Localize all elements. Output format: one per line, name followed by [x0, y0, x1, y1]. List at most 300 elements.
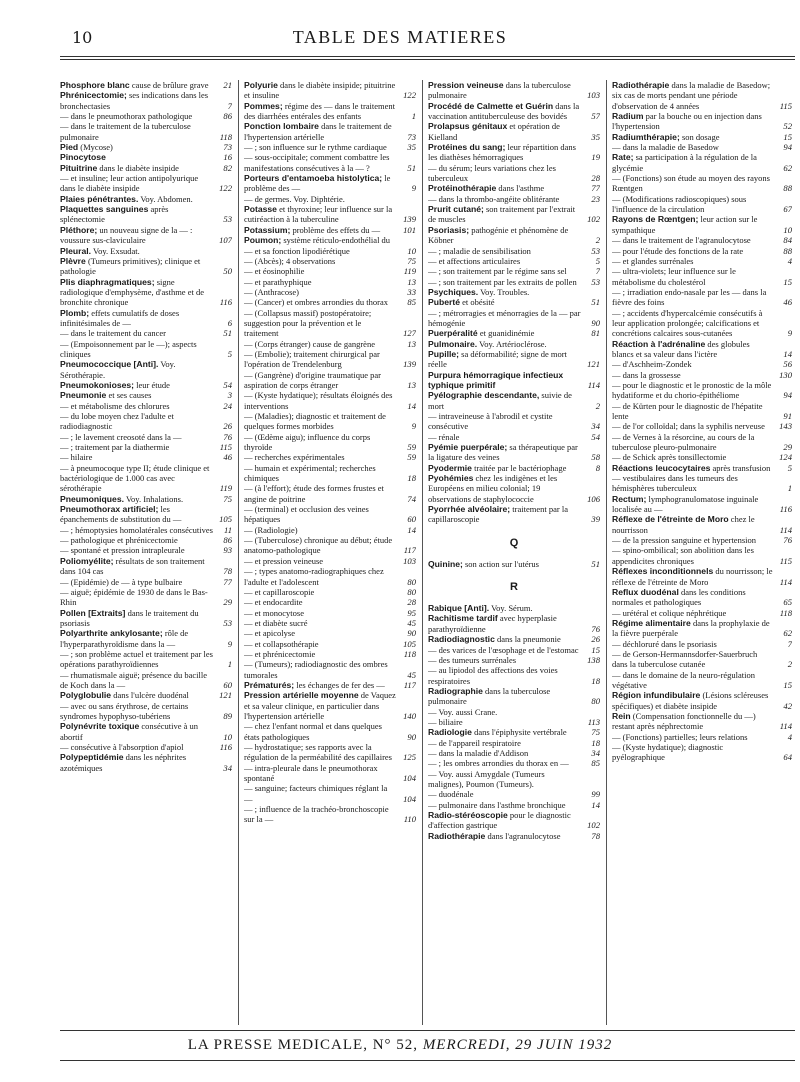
entry-term: Plomb; — [60, 307, 90, 318]
entry-description: — (Abcès); 4 observations — [244, 255, 336, 266]
entry-page-number: 15 — [783, 679, 792, 690]
entry-term: Protéines du sang; — [428, 142, 506, 153]
entry-description: — de germes. Voy. Diphtérie. — [244, 193, 345, 204]
footer-date: MERCREDI, 29 JUIN 1932 — [422, 1037, 613, 1053]
index-columns — [60, 80, 795, 1025]
entry-description: — (Corps étranger) cause de gangrène — [244, 338, 375, 349]
index-entry — [428, 194, 600, 204]
index-entry — [428, 101, 600, 122]
entry-description: — ; son problème actuel et traitement par les opérations parathyroïdiennes — [60, 648, 213, 670]
entry-page-number: 1 — [411, 111, 416, 122]
entry-term: Polypeptidémie — [60, 752, 124, 763]
index-entry — [612, 194, 792, 215]
index-entry — [244, 308, 416, 339]
entry-description: — (Fonctions) son étude au moyen des rayons Rœntgen — [612, 173, 770, 194]
index-entry — [428, 645, 600, 655]
index-entry — [244, 525, 416, 535]
index-entry — [244, 101, 416, 122]
entry-page-number: 114 — [779, 721, 792, 732]
index-entry — [428, 831, 600, 841]
index-entry — [612, 670, 792, 691]
index-entry — [612, 401, 792, 422]
header-rule-double — [60, 59, 795, 60]
entry-description: — de la pression sanguine et hypertension — [612, 535, 756, 546]
entry-description: — et endocardite — [244, 597, 303, 608]
entry-term: Pied — [60, 142, 79, 153]
entry-term: Pyélographie descendante, — [428, 390, 540, 401]
entry-page-number: 117 — [403, 545, 416, 556]
index-entry — [60, 204, 232, 225]
entry-description: — et affections articulaires — [428, 255, 521, 266]
entry-term: Pneumoniques. — [60, 493, 124, 504]
entry-page-number: 5 — [787, 462, 792, 473]
entry-description: chez le nourrisson — [612, 514, 755, 535]
index-entry — [428, 256, 600, 266]
entry-page-number: 45 — [407, 669, 416, 680]
entry-page-number: 24 — [223, 400, 232, 411]
index-entry — [612, 494, 792, 515]
entry-page-number: 99 — [591, 789, 600, 800]
page-footer — [0, 1037, 800, 1054]
entry-page-number: 104 — [403, 793, 416, 804]
entry-page-number: 59 — [407, 452, 416, 463]
entry-description: Voy. Abdomen. — [140, 193, 193, 204]
entry-page-number: 118 — [403, 648, 416, 659]
entry-page-number: 140 — [403, 710, 416, 721]
index-entry — [60, 577, 232, 587]
entry-description: — (Kyste hydatique); diagnostic pyélographique — [612, 742, 724, 763]
entry-term: Radiumthérapie; — [612, 131, 680, 142]
index-entry — [428, 717, 600, 727]
entry-description: et ses causes — [108, 390, 152, 401]
index-entry — [244, 783, 416, 804]
entry-page-number: 81 — [591, 328, 600, 339]
entry-description: chez les indigènes et les Européens en milieu colonial; 19 observations de staphylococcie — [428, 473, 558, 504]
index-entry — [612, 142, 792, 152]
entry-page-number: 121 — [587, 359, 600, 370]
index-entry — [612, 256, 792, 266]
entry-page-number: 10 — [783, 224, 792, 235]
section-letter: R — [510, 581, 518, 594]
entry-description: dans l'agranulocytose — [487, 830, 561, 841]
index-entry — [612, 608, 792, 618]
index-entry — [60, 556, 232, 577]
index-entry — [60, 152, 232, 162]
entry-term: Polynévrite toxique — [60, 721, 140, 732]
index-entry — [428, 559, 600, 569]
entry-description: cause de brûlure grave — [131, 80, 209, 90]
index-entry — [244, 432, 416, 453]
index-entry — [612, 132, 792, 142]
entry-description: — et collapsothérapie — [244, 638, 319, 649]
entry-term: Pituitrine — [60, 162, 98, 173]
entry-description: — déchloruré dans le psoriasis — [612, 638, 717, 649]
entry-description: sa participation à la régulation de la glycémie — [612, 152, 757, 173]
entry-page-number: 51 — [591, 558, 600, 569]
entry-page-number: 34 — [591, 747, 600, 758]
entry-page-number: 116 — [779, 504, 792, 515]
index-entry — [428, 225, 600, 246]
entry-page-number: 46 — [783, 297, 792, 308]
index-entry — [244, 225, 416, 235]
entry-page-number: 28 — [591, 173, 600, 184]
entry-page-number: 119 — [403, 266, 416, 277]
entry-description: — humain et expérimental; recherches chimiques — [244, 462, 376, 484]
index-entry — [612, 639, 792, 649]
entry-description: des globules blancs et sa valeur dans l'ictère — [612, 338, 750, 359]
entry-page-number: 77 — [591, 183, 600, 194]
entry-term: Rate; — [612, 152, 634, 163]
entry-page-number: 88 — [783, 183, 792, 194]
entry-page-number: 50 — [223, 266, 232, 277]
index-entry — [60, 535, 232, 545]
index-entry — [60, 649, 232, 670]
index-entry — [244, 297, 416, 307]
index-entry — [428, 277, 600, 287]
entry-description: — ; irradiation endo-nasale par les — dans la fièvre des foins — [612, 286, 767, 308]
entry-page-number: 35 — [407, 142, 416, 153]
index-entry — [428, 634, 600, 644]
index-entry — [244, 535, 416, 556]
entry-description: après splénectomie — [60, 204, 169, 225]
entry-term: Réflexe de l'étreinte de Moro — [612, 514, 729, 525]
index-entry — [244, 173, 416, 194]
index-entry — [428, 328, 600, 338]
entry-term: Pneumococcique [Anti]. — [60, 359, 159, 370]
entry-page-number: 80 — [407, 586, 416, 597]
index-entry — [612, 711, 792, 732]
entry-page-number: 127 — [403, 328, 416, 339]
entry-term: Rachitisme tardif — [428, 613, 498, 624]
index-entry — [244, 390, 416, 411]
entry-term: Radiodiagnostic — [428, 634, 495, 645]
footer-publication: LA PRESSE MEDICALE, — [187, 1037, 368, 1053]
entry-page-number: 64 — [783, 752, 792, 763]
index-entry — [244, 556, 416, 566]
entry-page-number: 80 — [591, 696, 600, 707]
entry-term: Psoriasis; — [428, 224, 470, 235]
index-entry — [428, 204, 600, 225]
index-entry — [612, 380, 792, 401]
entry-page-number: 94 — [783, 142, 792, 153]
entry-description: — ; hémoptysies homolatérales consécutives — [60, 524, 213, 535]
entry-description: Voy. Sérothérapie. — [60, 359, 176, 380]
entry-description: — ultra-violets; leur influence sur le métabolisme du cholestérol — [612, 266, 736, 287]
entry-page-number: 125 — [403, 752, 416, 763]
entry-term: Pression artérielle moyenne — [244, 690, 359, 701]
index-column-1 — [60, 80, 232, 1025]
entry-description: — biliaire — [428, 716, 463, 727]
entry-description: pathogénie et phénomène de Köbner — [428, 224, 569, 246]
entry-term: Quinine; — [428, 558, 463, 569]
entry-description: — (à l'effort); étude des formes frustes et angine de poitrine — [244, 483, 384, 504]
entry-page-number: 130 — [779, 369, 792, 380]
entry-term: Réactions leucocytaires — [612, 462, 711, 473]
entry-page-number: 6 — [227, 317, 232, 328]
entry-page-number: 15 — [783, 131, 792, 142]
index-entry — [60, 359, 232, 380]
entry-term: Radio-stéréoscopie — [428, 810, 508, 820]
index-entry — [612, 649, 792, 670]
entry-description: — et glandes surrénales — [612, 255, 694, 266]
entry-page-number: 18 — [591, 737, 600, 748]
entry-page-number: 10 — [223, 731, 232, 742]
entry-description: — (Epidémie) de — à type bulbaire — [60, 576, 183, 587]
entry-description: — du sérum; leurs variations chez les tuberculeux — [428, 162, 556, 184]
entry-description: dans le diabète insipide; pituitrine et insuline — [244, 80, 396, 101]
entry-description: — Voy. aussi Crane. — [428, 706, 498, 717]
index-entry — [428, 810, 600, 831]
entry-page-number: 54 — [591, 431, 600, 442]
entry-page-number: 90 — [407, 628, 416, 639]
entry-page-number: 114 — [779, 576, 792, 587]
entry-page-number: 113 — [587, 716, 600, 727]
entry-term: Prolapsus génitaux — [428, 121, 508, 132]
entry-term: Pyorrhée alvéolaire; — [428, 504, 511, 515]
index-entry — [612, 111, 792, 132]
entry-description: — (Cancer) et ombres arrondies du thorax — [244, 297, 388, 308]
index-entry — [428, 142, 600, 163]
entry-term: Purpura hémorragique infectieux typhique primitif — [428, 369, 564, 390]
entry-description: — dans le traitement du cancer — [60, 328, 166, 339]
entry-page-number: 122 — [219, 183, 232, 194]
entry-page-number: 5 — [227, 348, 232, 359]
entry-page-number: 80 — [407, 576, 416, 587]
index-entry — [612, 421, 792, 431]
index-entry — [60, 670, 232, 691]
index-entry — [612, 287, 792, 308]
index-entry — [612, 173, 792, 194]
index-entry — [244, 628, 416, 638]
entry-page-number: 65 — [783, 597, 792, 608]
entry-description: — pulmonaire dans l'asthme bronchique — [428, 799, 566, 810]
entry-description: résultats de son traitement dans 104 cas — [60, 555, 205, 577]
index-entry — [612, 214, 792, 235]
entry-description: — pour le diagnostic et le pronostic de la môle hydatiforme et du chorio-épithéliome — [612, 379, 772, 401]
index-entry — [60, 111, 232, 121]
entry-term: Psychiques. — [428, 286, 479, 297]
entry-term: Plis diaphragmatiques; — [60, 276, 155, 287]
index-entry — [244, 804, 416, 825]
index-entry — [428, 339, 600, 349]
entry-page-number: 33 — [407, 286, 416, 297]
entry-page-number: 45 — [407, 617, 416, 628]
entry-page-number: 14 — [783, 348, 792, 359]
entry-page-number: 9 — [787, 328, 792, 339]
entry-page-number: 5 — [595, 255, 600, 266]
entry-page-number: 34 — [223, 762, 232, 773]
entry-page-number: 116 — [219, 742, 232, 752]
entry-term: Pollen [Extraits] — [60, 607, 126, 618]
entry-page-number: 82 — [223, 162, 232, 173]
entry-description: lymphogranulomatose inguinale localisée au — — [612, 493, 759, 515]
entry-page-number: 86 — [223, 111, 232, 122]
entry-page-number: 2 — [595, 235, 600, 246]
entry-term: Région infundibulaire — [612, 690, 701, 701]
entry-term: Pneumokonioses; — [60, 379, 135, 390]
entry-term: Plaquettes sanguines — [60, 204, 149, 215]
entry-description: — et diabète sucré — [244, 617, 308, 628]
entry-page-number: 53 — [223, 617, 232, 628]
entry-description: sa thérapeutique par la ligature des veines — [428, 442, 578, 463]
entry-page-number: 3 — [227, 390, 232, 401]
index-entry — [244, 349, 416, 370]
entry-description: — hilaire — [60, 452, 93, 463]
entry-term: Radium — [612, 111, 644, 122]
entry-description: — recherches expérimentales — [244, 452, 345, 463]
index-entry — [60, 256, 232, 277]
index-entry — [60, 80, 232, 90]
index-entry — [60, 173, 232, 194]
index-entry — [60, 452, 232, 462]
entry-page-number: 51 — [407, 162, 416, 173]
index-entry — [244, 152, 416, 173]
entry-page-number: 52 — [783, 121, 792, 132]
entry-description: — de l'or colloïdal; dans la syphilis nerveuse — [612, 421, 765, 432]
entry-description: — de Gerson-Hermannsdorfer-Sauerbruch dans la tuberculose cutanée — [612, 648, 758, 670]
entry-description: pour le diagnostic d'affection gastrique — [428, 810, 571, 831]
entry-page-number: 60 — [407, 514, 416, 525]
entry-page-number: 117 — [403, 679, 416, 690]
entry-page-number: 56 — [783, 359, 792, 370]
entry-description: dans le traitement du psoriasis — [60, 607, 199, 628]
entry-page-number: 121 — [219, 690, 232, 701]
index-entry — [428, 769, 600, 790]
entry-page-number: 39 — [591, 514, 600, 525]
entry-description: — ; son influence sur le rythme cardiaque — [244, 142, 387, 153]
index-entry — [428, 80, 600, 101]
index-entry — [428, 246, 600, 256]
index-entry — [60, 411, 232, 432]
entry-page-number: 16 — [223, 152, 232, 163]
entry-term: Pression veineuse — [428, 80, 504, 90]
entry-description: dans les conditions normales et pathologiques — [612, 586, 746, 608]
entry-description: — (terminal) et occlusion des veines hépatiques — [244, 504, 369, 525]
index-entry — [244, 256, 416, 266]
index-entry — [60, 401, 232, 411]
entry-description: — hydrostatique; ses rapports avec la régulation de la perméabilité des capillaires — [244, 742, 392, 763]
entry-page-number: 1 — [787, 483, 792, 494]
index-entry — [612, 473, 792, 494]
entry-page-number: 118 — [779, 607, 792, 618]
entry-description: — du lobe moyen chez l'adulte et radiodiagnostic — [60, 411, 174, 432]
index-entry — [244, 194, 416, 204]
entry-term: Prématurés; — [244, 679, 295, 690]
entry-description: — à pneumocoque type II; étude clinique et bactériologique de 1.000 cas avec sérothérapie — [60, 462, 210, 494]
index-entry — [428, 390, 600, 411]
entry-description: — spontané et pression intrapleurale — [60, 545, 185, 556]
entry-page-number: 59 — [407, 442, 416, 453]
entry-page-number: 73 — [407, 131, 416, 142]
entry-description: — et capillaroscopie — [244, 586, 315, 597]
entry-description: — (Embolie); traitement chirurgical par l'opération de Trendelenburg — [244, 348, 380, 370]
index-entry — [428, 370, 600, 391]
entry-description: — et apicolyse — [244, 628, 295, 639]
entry-page-number: 105 — [219, 514, 232, 525]
entry-description: problème des effets du — — [292, 224, 381, 235]
index-entry — [428, 504, 600, 525]
entry-term: Pléthore; — [60, 224, 98, 235]
entry-description: — de Kürten pour le diagnostic de l'hépatite lente — [612, 400, 763, 421]
entry-description: — (Empoisonnement par le —); aspects cliniques — [60, 338, 197, 359]
entry-term: Rabique [Anti]. — [428, 603, 490, 614]
index-entry — [244, 742, 416, 763]
entry-page-number: 104 — [403, 773, 416, 784]
entry-description: suivie de mort — [428, 390, 572, 411]
entry-page-number: 90 — [591, 317, 600, 328]
index-entry — [244, 587, 416, 597]
index-entry — [60, 432, 232, 442]
entry-page-number: 76 — [223, 431, 232, 442]
index-entry — [60, 339, 232, 360]
entry-page-number: 116 — [219, 297, 232, 308]
index-entry — [60, 628, 232, 649]
index-entry — [60, 494, 232, 504]
entry-description: — (Modifications radioscopiques) sous l'influence de la circulation — [612, 193, 747, 215]
entry-page-number: 58 — [591, 452, 600, 463]
entry-description: système réticulo-endothélial du — et sa fonction lipodiérétique — [244, 235, 391, 256]
entry-page-number: 84 — [783, 235, 792, 246]
entry-page-number: 85 — [591, 758, 600, 769]
entry-description: leur action sur le sympathique — [612, 214, 758, 235]
entry-term: Ponction lombaire — [244, 121, 319, 132]
entry-description: — et insuline; leur action antipolyurique dans le diabète insipide — [60, 173, 199, 194]
entry-page-number: 62 — [783, 628, 792, 639]
entry-term: Pyémie puerpérale; — [428, 442, 508, 453]
entry-term: Polyarthrite ankylosante; — [60, 628, 163, 639]
entry-description: dans la tuberculose pulmonaire — [428, 685, 551, 707]
index-entry — [244, 370, 416, 391]
entry-description: consécutive à un abortif — [60, 721, 199, 742]
entry-term: Pneumothorax artificiel; — [60, 504, 159, 515]
entry-description: — pathologique et phrénicectomie — [60, 535, 178, 546]
entry-page-number: 23 — [591, 193, 600, 204]
entry-description: — ; maladie de sensibilisation — [428, 245, 531, 256]
entry-description: — aiguë; épidémie de 1930 de dans le Bas-Rhin — [60, 586, 208, 608]
entry-description: leur étude — [136, 379, 170, 390]
column-divider — [238, 80, 239, 1025]
entry-term: Phrénicectomie; — [60, 90, 127, 101]
entry-term: Radiothérapie — [428, 830, 486, 841]
entry-page-number: 138 — [587, 654, 600, 665]
entry-description: — sous-occipitale; comment combattre les manifestations consécutives à la — ? — [244, 152, 390, 173]
entry-page-number: 94 — [783, 390, 792, 401]
entry-description: — (Collapsus massif) postopératoire; suggestion pour la prévention et le traitement — [244, 307, 372, 339]
index-entry — [60, 690, 232, 700]
entry-page-number: 143 — [779, 421, 792, 432]
index-entry — [612, 266, 792, 287]
entry-description: — chez l'enfant normal et dans quelques états pathologiques — [244, 721, 382, 742]
entry-description: — des tumeurs surrénales — [428, 654, 517, 665]
index-entry — [428, 800, 600, 810]
index-entry — [612, 339, 792, 360]
entry-description: rôle de l'hyperparathyroïdisme dans la — — [60, 628, 189, 649]
entry-page-number: 14 — [407, 400, 416, 411]
entry-page-number: 118 — [219, 131, 232, 142]
index-entry — [612, 732, 792, 742]
entry-description: — (Anthracose) — [244, 286, 299, 297]
entry-description: traitée par le bactériophage — [474, 462, 567, 473]
entry-term: Radiothérapie — [612, 80, 670, 90]
index-entry — [244, 463, 416, 484]
entry-page-number: 53 — [223, 214, 232, 225]
entry-description: — intra-pleurale dans le pneumothorax spontané — [244, 762, 378, 784]
entry-term: Pinocytose — [60, 152, 106, 163]
entry-page-number: 95 — [407, 607, 416, 618]
index-column-2 — [244, 80, 416, 1025]
index-entry — [428, 287, 600, 297]
entry-page-number: 14 — [407, 524, 416, 535]
